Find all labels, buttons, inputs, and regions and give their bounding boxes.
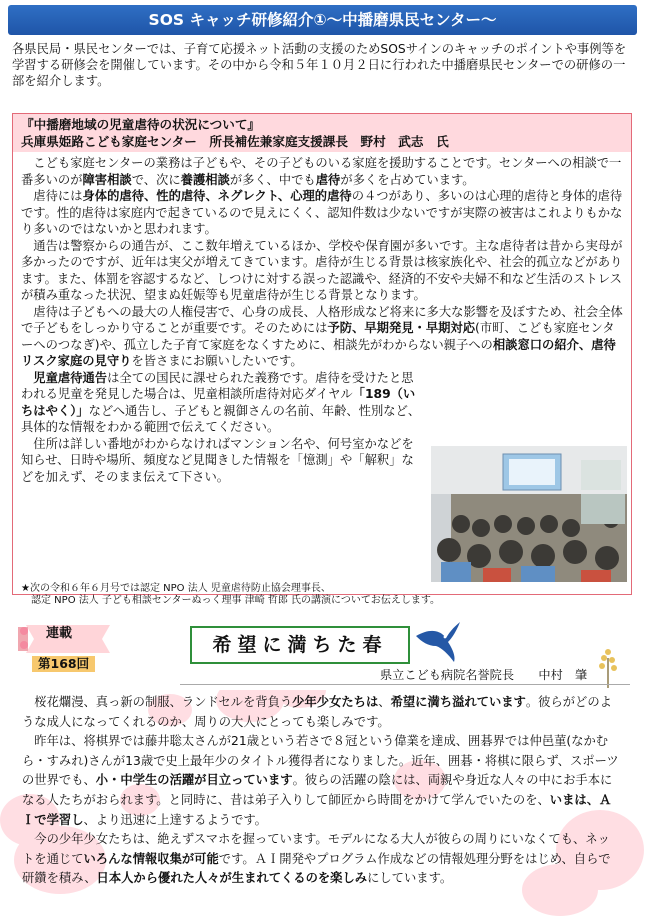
lecture-paragraph-3: 通告は警察からの通告が、ここ数年増えているほか、学校や保育園が多いです。主な虐待者は昔から実母が多かったのですが、近年は実父が増えてきています。虐待が生じる背景は核家族化や、社会的孤立などがあります。また、体罰を容認するなど、しつけに対する誤った認識や、経済的不安や夫婦不和など生活のストレスが積み重なった状況、望まぬ妊娠等も児童虐待が生じる背景となります。 <box>21 238 623 302</box>
intro-paragraph: 各県民局・県民センターでは、子育て応援ネット活動の支援のためSOSサインのキャッチのポイントや事例等を学習する研修会を開催しています。その中から令和５年１０月２日に行われた中播磨県民センターでの研修の一部を紹介します。 <box>12 42 627 89</box>
serial-label: 連載 <box>46 626 73 641</box>
column-author: 県立こども病院名誉院長 中村 肇 <box>380 668 588 682</box>
lecture-paragraph-2: 虐待には身体的虐待、性的虐待、ネグレクト、心理的虐待の４つがあり、多いのは心理的虐待と身体的虐待です。性的虐待は家庭内で起きているので見えにくく、認知件数は少ないですが実際の被害はこれよりもかなり多いのではないかと思われます。 <box>21 189 623 236</box>
column-essay <box>22 693 622 889</box>
author-divider <box>180 684 630 685</box>
page-banner-title: SOS キャッチ研修紹介①～中播磨県民センター～ <box>8 5 637 35</box>
lecture-header <box>13 114 631 152</box>
essay-paragraph-2: 昨年は、将棋界では藤井聡太さんが21歳という若さで８冠という偉業を達成、囲碁界では仲邑菫(なかむら・すみれ)さんが13歳で史上最年少のタイトル獲得者になりました。近年、囲碁・将棋に限らず、スポーツの世界でも、小・中学生の活躍が目立っています。彼らの活躍の陰には、両親や身近な人々の中にお手本になる人たちがおられます。と同時に、昔は弟子入りして師匠から時間をかけて学んでいたのを、いまは、ＡＩで学習し、より迅速に上達するようです。 <box>22 734 619 827</box>
flower-icon <box>590 648 626 688</box>
lecture-paragraph-4: 虐待は子どもへの最大の人権侵害で、心身の成長、人格形成など将来に多大な影響を及ぼすため、社会全体で子どもをしっかり守ることが重要です。そのためには予防、早期発見・早期対応(市町、こども家庭センターへのつなぎ)や、孤立した子育て家庭をなくすために、相談先がわからない親子への相談窓口の紹介、虐待リスク家庭の見守りを皆さまにお願いしたいです。 <box>21 304 623 368</box>
lecture-paragraph-5: 児童虐待通告は全ての国民に課せられた義務です。虐待を受けたと思われる児童を発見した場合は、児童相談所虐待対応ダイヤル「189（いちはやく）」などへ通告し、子どもと親御さんの名前、年齢、性別など、具体的な情報をわかる範囲で伝えてください。 <box>21 370 421 434</box>
essay-paragraph-1: 桜花爛漫、真っ新の制服、ランドセルを背負う少年少女たちは、希望に満ち溢れています。彼らがどのような成人になってくれるのか、周りの大人にとっても楽しみです。 <box>22 695 612 729</box>
column-title: 希望に満ちた春 <box>190 626 410 664</box>
lecture-speaker: 兵庫県姫路こども家庭センター 所長補佐兼家庭支援課長 野村 武志 氏 <box>21 133 449 149</box>
lecture-wrap-column <box>21 370 425 486</box>
next-issue-note: ★次の令和６年６月号では認定 NPO 法人 児童虐待防止協会理事長、 認定 NPO 法人 子ども相談センターぬっく理事 津崎 哲郎 氏の講演についてお伝えします。 <box>21 583 441 607</box>
serial-number: 第168回 <box>32 656 95 672</box>
lecture-paragraph-6: 住所は詳しい番地がわからなければマンション名や、何号室かなどを知らせ、日時や場所、頻度など見聞きした情報を「憶測」や「解釈」などを加えず、そのまま伝えて下さい。 <box>21 436 414 484</box>
swallow-icon <box>412 618 462 664</box>
essay-paragraph-3: 今の少年少女たちは、絶えずスマホを握っています。モデルになる大人が彼らの周りにいなくても、ネットを通じていろんな情報収集が可能です。ＡＩ開発やプログラム作成などの情報処理分野をはじめ、自らで研鑽を積み、日本人から優れた人々が生まれてくるのを楽しみにしています。 <box>22 832 611 886</box>
lecture-heading: 『中播磨地域の児童虐待の状況について』 <box>21 117 261 132</box>
lecture-body <box>13 152 631 485</box>
lecture-box <box>12 113 632 607</box>
lecture-paragraph-1: こども家庭センターの業務は子どもや、その子どものいる家庭を援助することです。センターへの相談で一番多いのが障害相談で、次に養護相談が多く、中でも虐待が多くを占めています。 <box>21 156 622 187</box>
lecture-photo <box>431 446 627 582</box>
